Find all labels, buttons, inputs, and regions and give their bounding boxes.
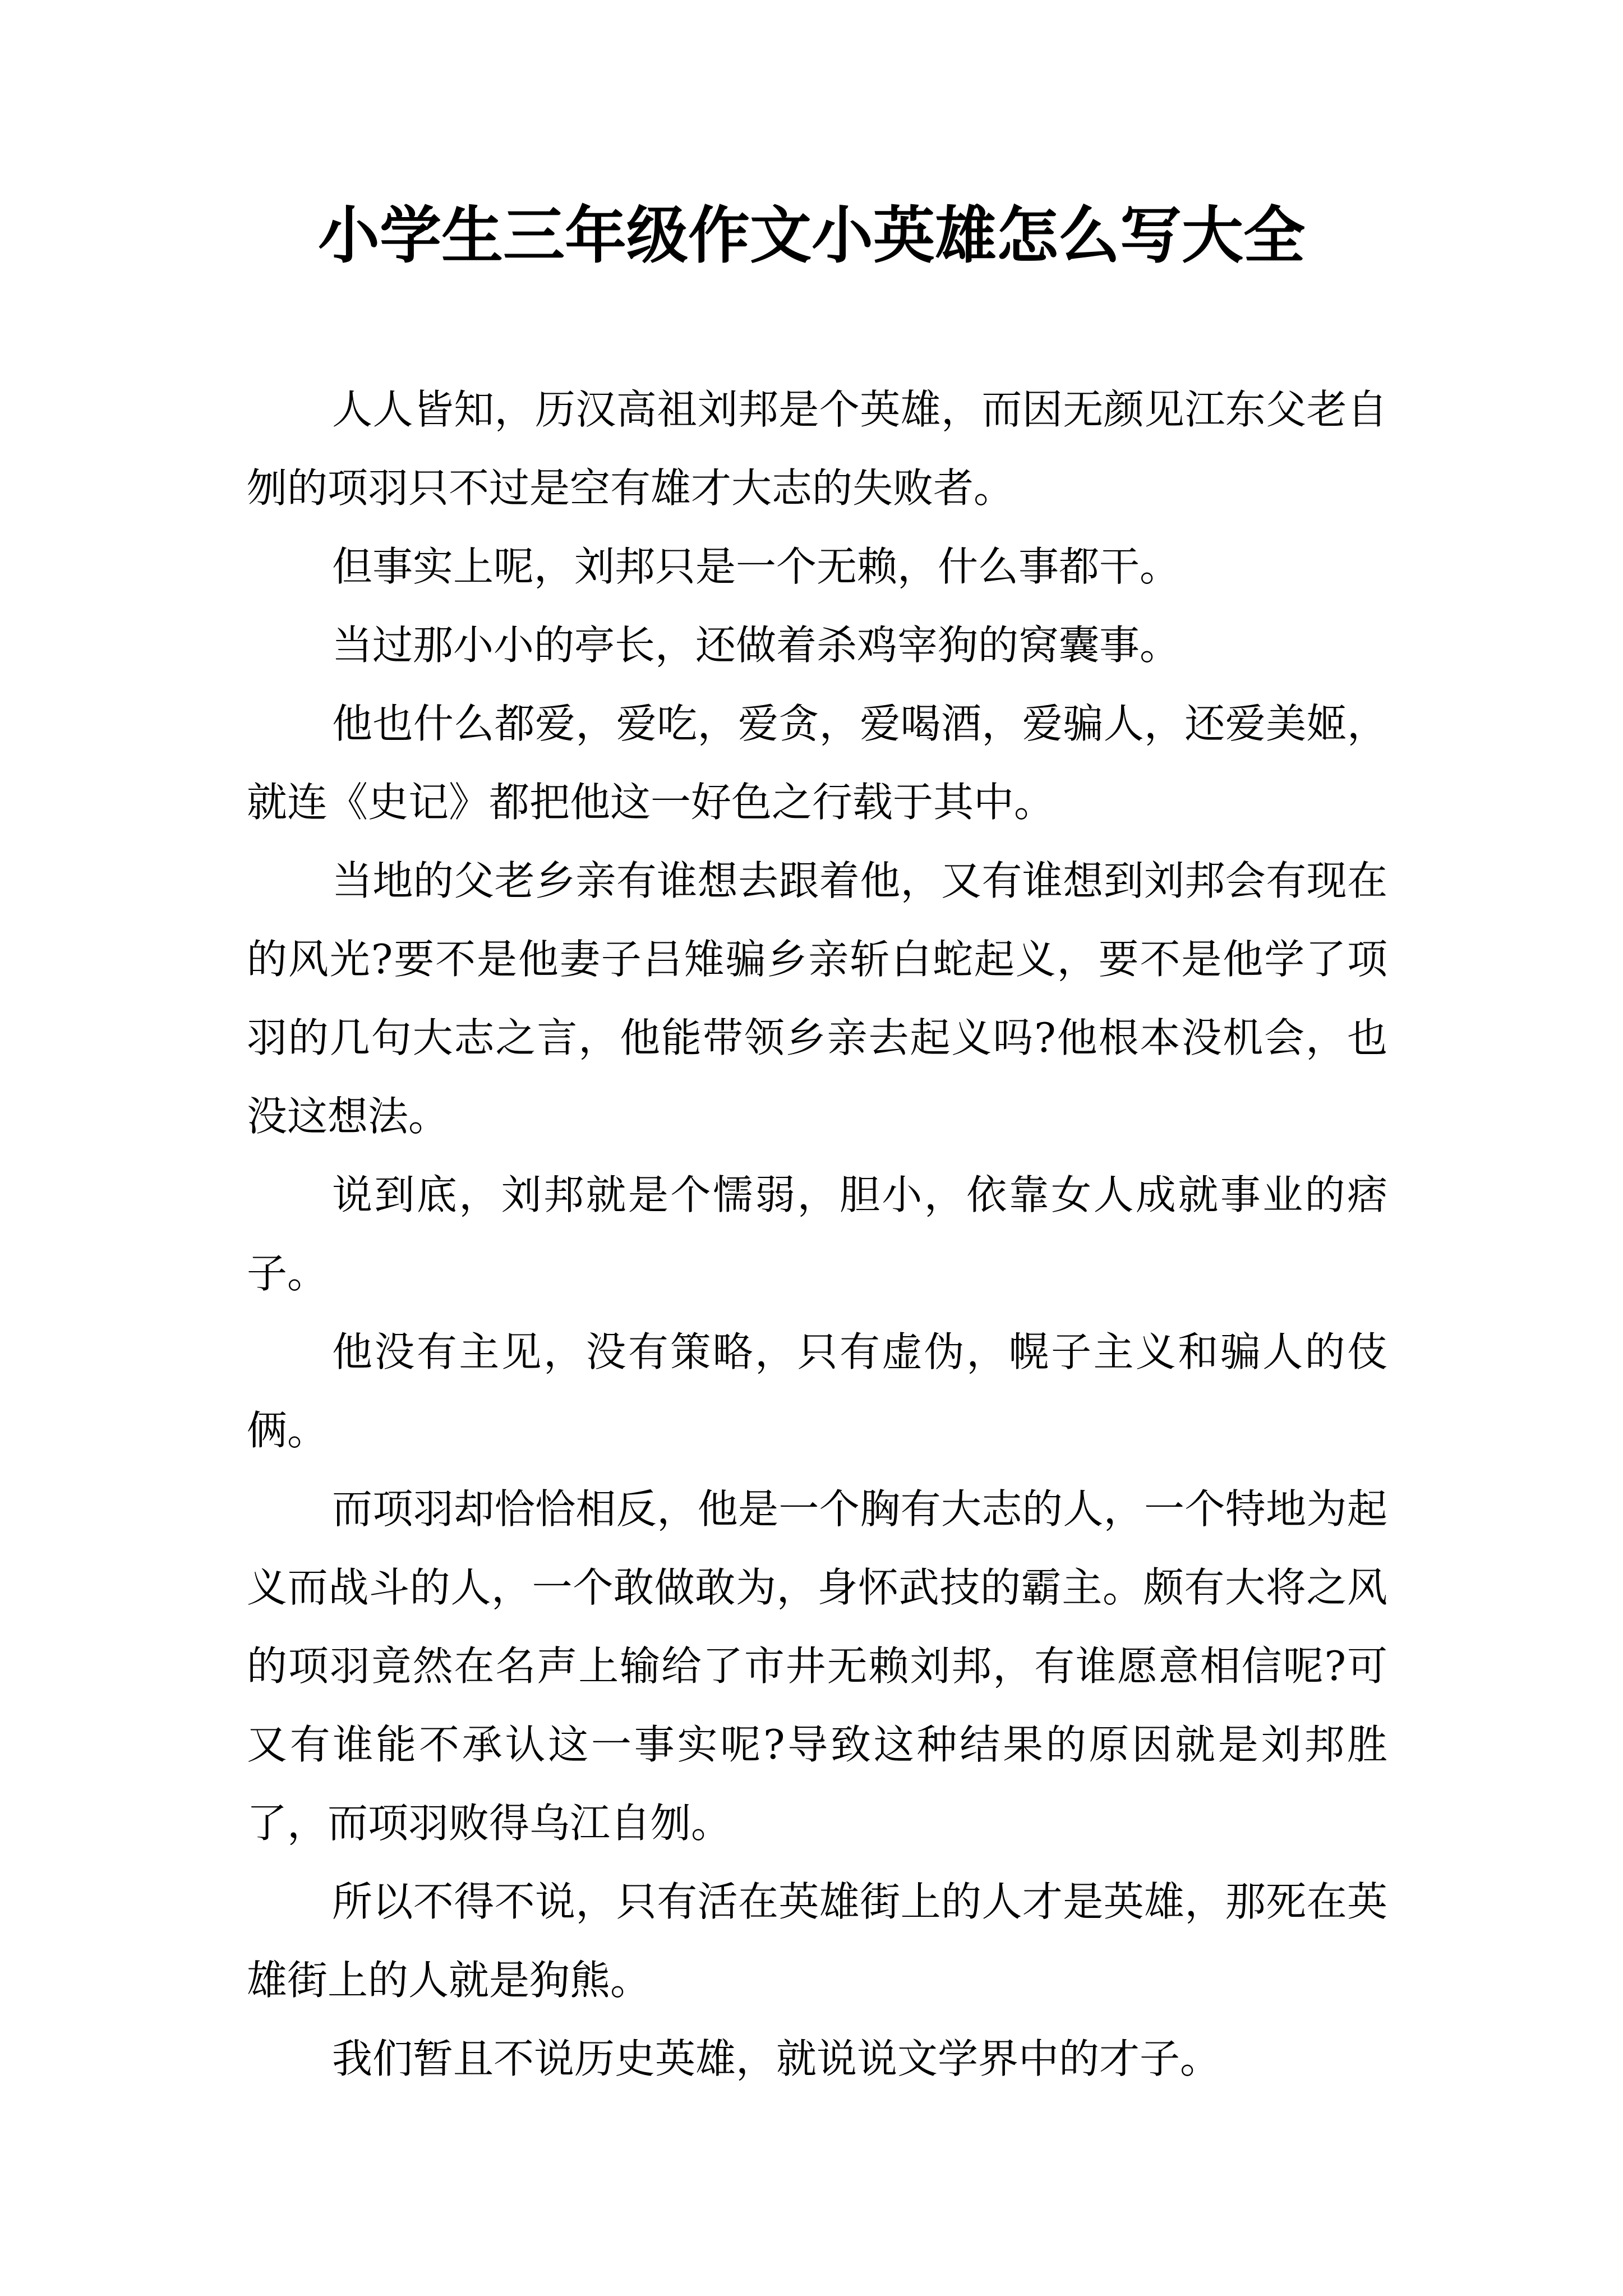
paragraph: 但事实上呢，刘邦只是一个无赖，什么事都干。 bbox=[332, 543, 1181, 590]
document-body bbox=[247, 370, 1387, 2098]
paragraph: 说到底，刘邦就是个懦弱，胆小，依靠女人成就事业的痞子。 bbox=[247, 1171, 1387, 1297]
paragraph: 当地的父老乡亲有谁想去跟着他，又有谁想到刘邦会有现在的风光?要不是他妻子吕雉骗乡亲斩白蛇起义，要不是他学了项羽的几句大志之言，他能带领乡亲去起义吗?他根本没机会，也没这想法。 bbox=[247, 857, 1387, 1140]
paragraph: 当过那小小的亭长，还做着杀鸡宰狗的窝囊事。 bbox=[332, 622, 1181, 669]
document-title: 小学生三年级作文小英雄怎么写大全 bbox=[318, 199, 1305, 272]
paragraph: 而项羽却恰恰相反，他是一个胸有大志的人，一个特地为起义而战斗的人，一个敢做敢为，身怀武技的霸主。颇有大将之风的项羽竟然在名声上输给了市井无赖刘邦，有谁愿意相信呢?可又有谁能不承认这一事实呢?导致这种结果的原因就是刘邦胜了，而项羽败得乌江自刎。 bbox=[247, 1485, 1387, 1847]
paragraph: 所以不得不说，只有活在英雄街上的人才是英雄，那死在英雄街上的人就是狗熊。 bbox=[247, 1878, 1387, 2004]
paragraph: 人人皆知，历汉高祖刘邦是个英雄，而因无颜见江东父老自刎的项羽只不过是空有雄才大志的失败者。 bbox=[247, 386, 1387, 512]
paragraph: 他也什么都爱，爱吃，爱贪，爱喝酒，爱骗人，还爱美姬，就连《史记》都把他这一好色之行载于其中。 bbox=[247, 700, 1387, 826]
paragraph: 他没有主见，没有策略，只有虚伪，幌子主义和骗人的伎俩。 bbox=[247, 1328, 1387, 1454]
paragraph: 我们暂且不说历史英雄，就说说文学界中的才子。 bbox=[332, 2035, 1221, 2082]
